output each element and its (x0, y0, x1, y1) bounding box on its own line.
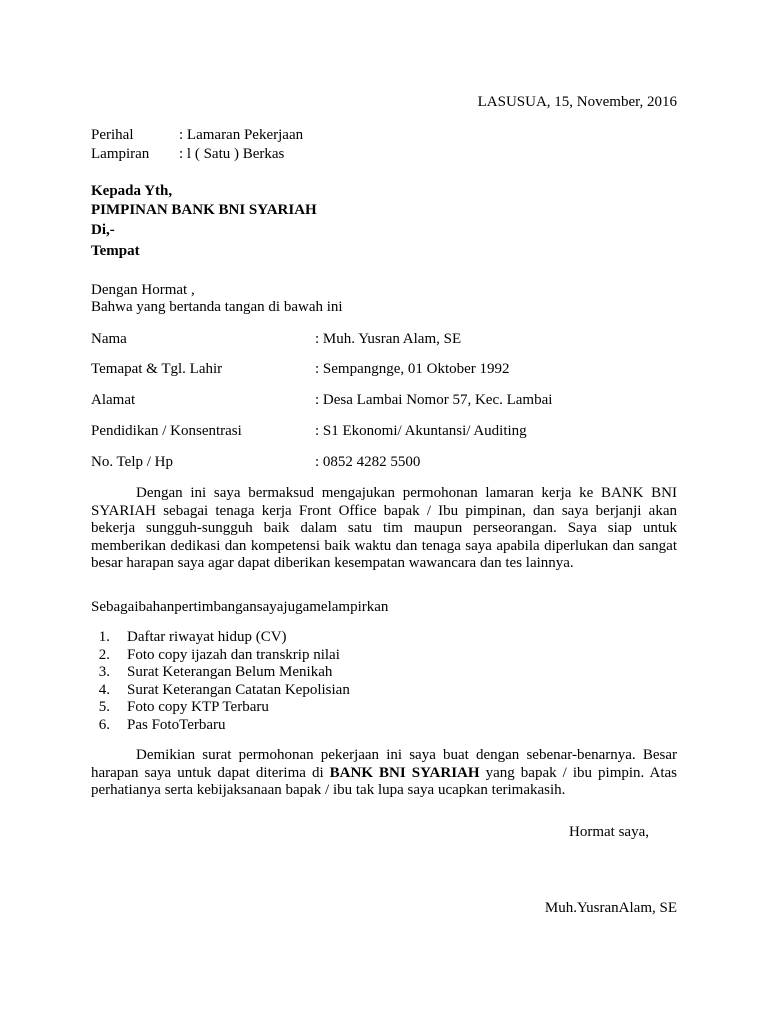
list-item: 1. Daftar riwayat hidup (CV) (98, 629, 287, 645)
identity-label: No. Telp / Hp (91, 454, 174, 470)
closing-paragraph-text: Demikian surat permohonan pekerjaan ini saya buat dengan sebenar-benarnya. Besar harapan saya untuk dapat diterima di BANK BNI SYARIAH yang bapak / ibu pimpin. Atas perhatianya serta kebijaksanaan bapak / ibu tak lupa saya ucapkan terimakasih. (91, 747, 678, 798)
identity-label: Nama (91, 331, 127, 347)
intro-line: Bahwa yang bertanda tangan di bawah ini (91, 299, 343, 315)
closing-salutation: Hormat saya, (569, 824, 649, 840)
attachments-intro: Sebagaibahanpertimbangansayajugamelampirkan (91, 599, 389, 615)
meta-key: Perihal (91, 127, 134, 143)
bank-name-bold: BANK BNI SYARIAH (329, 764, 480, 781)
identity-value: : Sempangnge, 01 Oktober 1992 (315, 361, 510, 377)
body-paragraph-text: Dengan ini saya bermaksud mengajukan permohonan lamaran kerja ke BANK BNI SYARIAH sebagai tenaga kerja Front Office bapak / Ibu pimpinan, dan saya berjanji akan bekerja sungguh-sungguh baik dalam satu tim maupun perseorangan. Saya siap untuk memberikan dedikasi dan kompetensi baik waktu dan tenaga saya apabila diperlukan dan sangat besar harapan saya agar dapat diberikan kesempatan wawancara dan tes lainnya. (91, 485, 677, 571)
recipient-line: PIMPINAN BANK BNI SYARIAH (91, 202, 317, 218)
attachments-list (91, 629, 350, 734)
list-item: 6. Pas FotoTerbaru (98, 716, 226, 733)
signature-name: Muh.YusranAlam, SE (544, 900, 677, 916)
recipient-line: Kepada Yth, (91, 183, 173, 199)
meta-row-attachment (91, 145, 284, 163)
recipient-line: Di,- (91, 222, 115, 238)
list-item: 5. Foto copy KTP Terbaru (98, 699, 269, 715)
list-item: 3. Surat Keterangan Belum Menikah (98, 664, 333, 680)
identity-label: Alamat (91, 392, 136, 408)
identity-value: : 0852 4282 5500 (315, 454, 421, 470)
identity-label: Temapat & Tgl. Lahir (91, 361, 223, 377)
identity-label: Pendidikan / Konsentrasi (91, 423, 242, 439)
body-paragraph (91, 485, 677, 573)
meta-value: : l ( Satu ) Berkas (179, 146, 285, 162)
meta-key: Lampiran (91, 146, 150, 162)
meta-value: : Lamaran Pekerjaan (179, 127, 304, 143)
letter-date: LASUSUA, 15, November, 2016 (477, 94, 677, 110)
recipient-line: Tempat (91, 243, 140, 259)
list-item: 4. Surat Keterangan Catatan Kepolisian (98, 681, 350, 698)
identity-value: : S1 Ekonomi/ Akuntansi/ Auditing (315, 423, 527, 439)
list-item: 2. Foto copy ijazah dan transkrip nilai (98, 646, 340, 663)
identity-value: : Desa Lambai Nomor 57, Kec. Lambai (315, 392, 553, 408)
identity-value: : Muh. Yusran Alam, SE (315, 331, 462, 347)
meta-row-subject (91, 126, 303, 144)
closing-paragraph (91, 747, 677, 800)
greeting: Dengan Hormat , (91, 282, 195, 298)
